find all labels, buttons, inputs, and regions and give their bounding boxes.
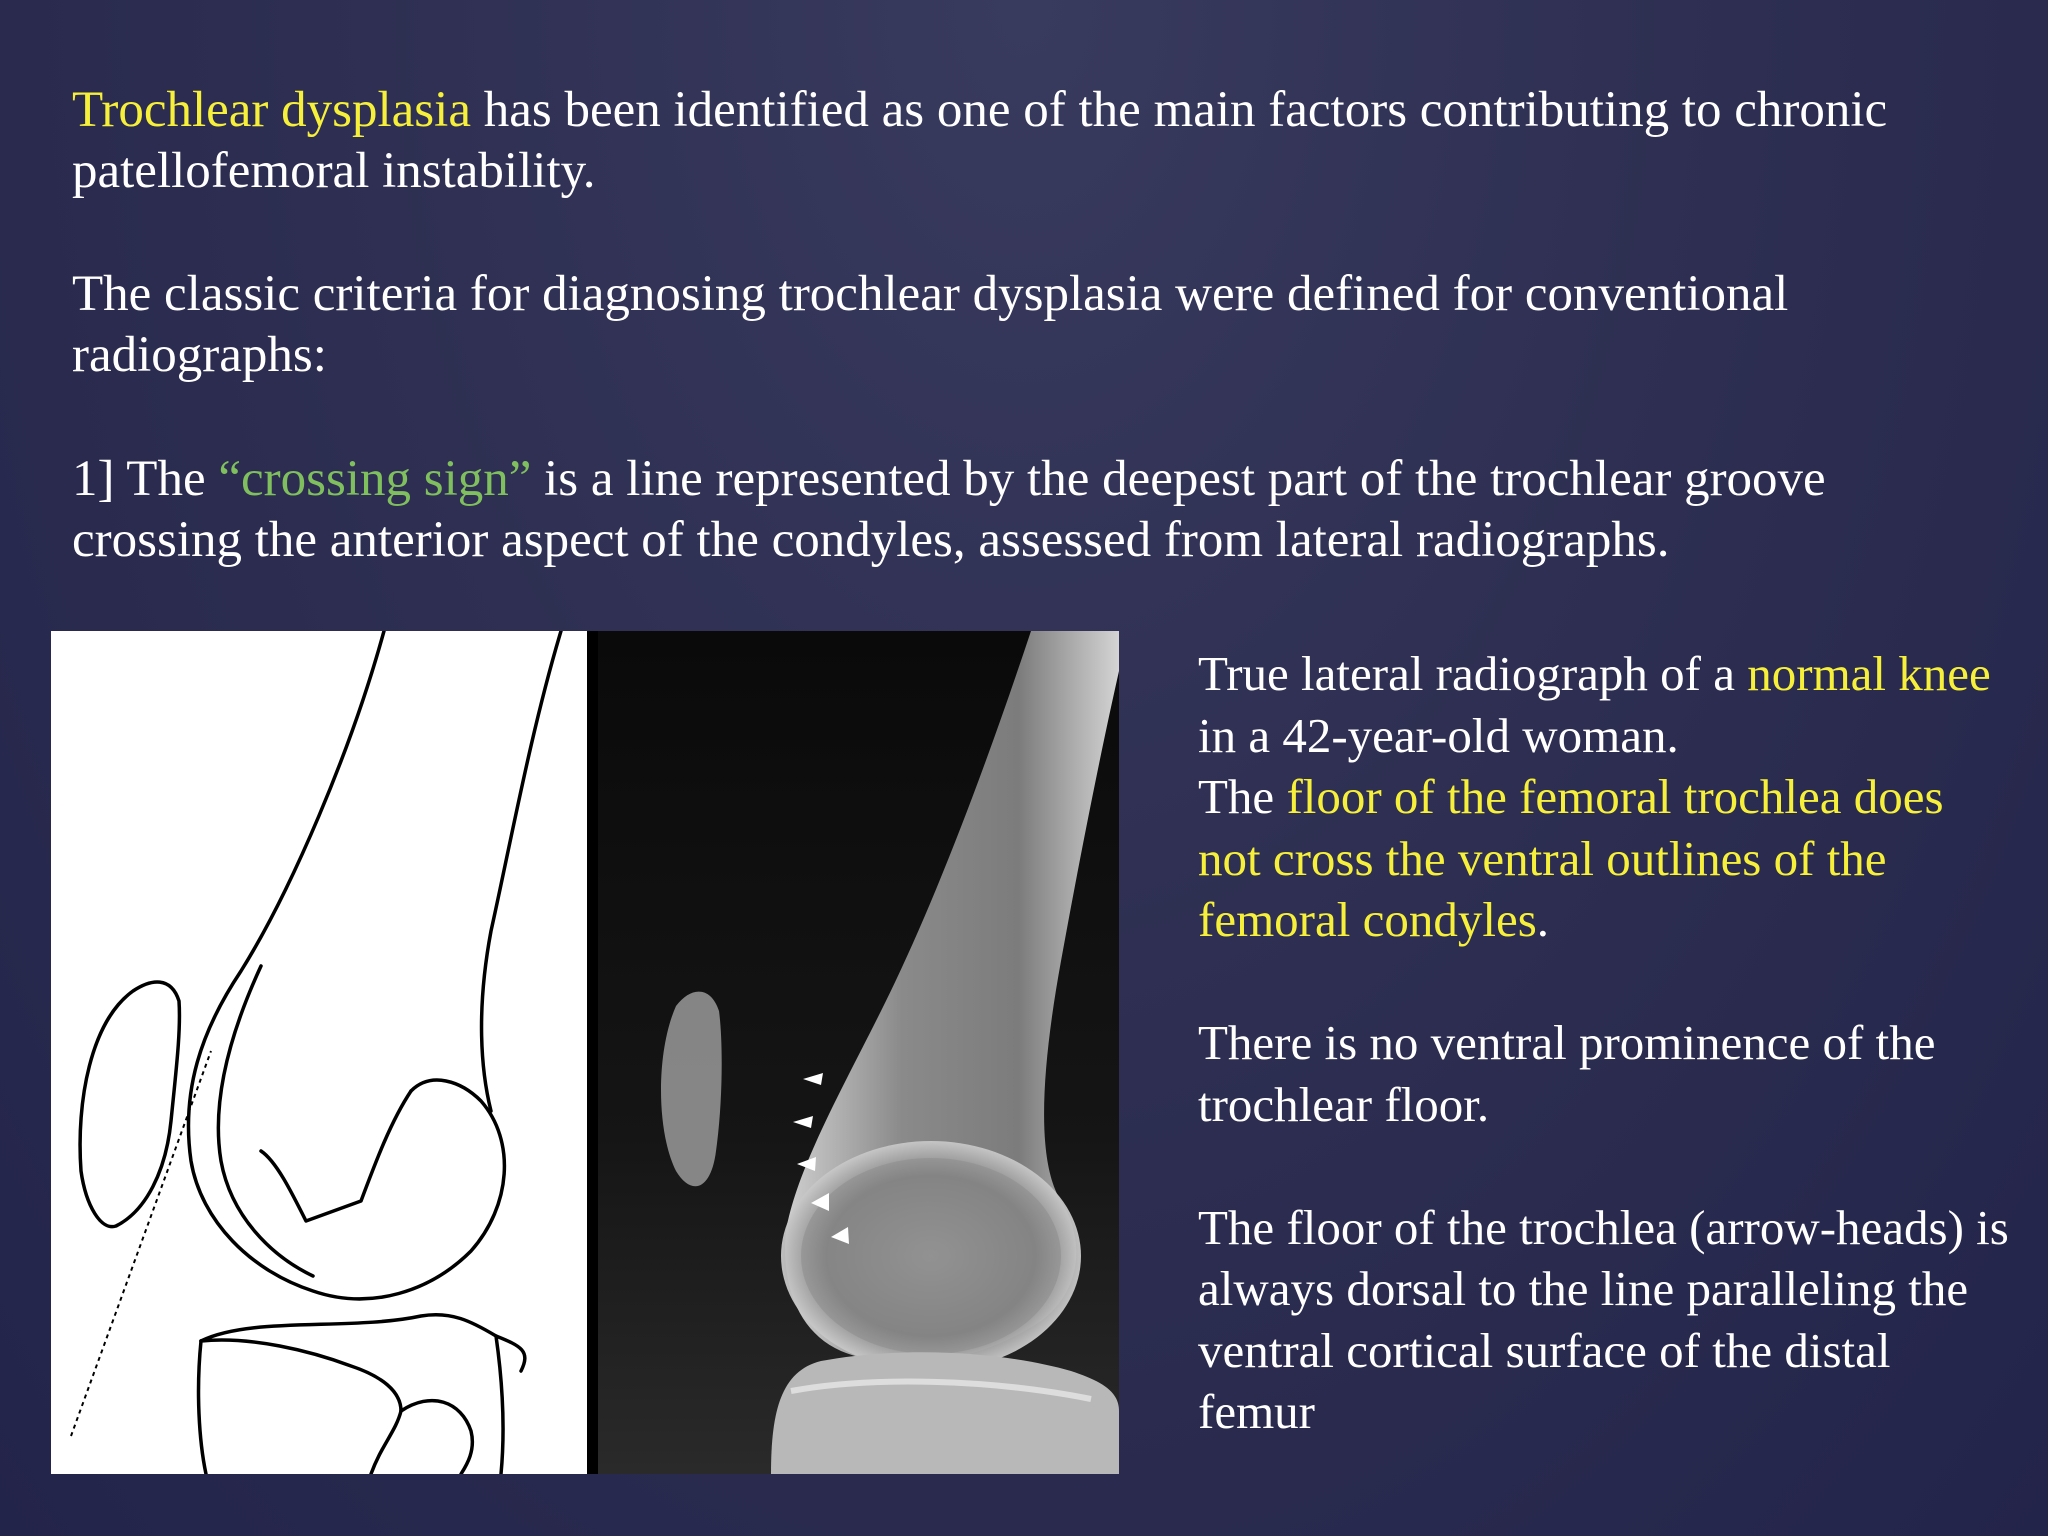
normal-knee-highlight: normal knee (1747, 646, 1991, 701)
caption-line1: True lateral radiograph of a (1198, 646, 1748, 701)
crossing-sign-paragraph (72, 449, 1972, 571)
trochlear-dysplasia-highlight: Trochlear dysplasia (72, 82, 471, 138)
knee-figure (51, 631, 1119, 1474)
knee-radiograph (598, 631, 1119, 1474)
intro-text: has been identified as one of the main factors contributing to chronic patellofemoral instability. (72, 82, 1888, 199)
caption-line1b: in a 42-year-old woman. (1198, 707, 1679, 763)
intro-paragraph (72, 80, 2012, 202)
trochlea-floor-highlight: floor of the femoral trochlea does not cross the ventral outlines of the femoral condyles (1198, 769, 1944, 947)
caption-line2a: The (1198, 769, 1287, 824)
figure-caption (1198, 643, 2018, 1443)
crossing-sign-text: is a line represented by the deepest part of the trochlear groove crossing the anterior aspect of the condyles, assessed from lateral radiographs. (72, 451, 1826, 568)
crossing-sign-prefix: 1] The (72, 451, 219, 507)
criteria-paragraph: The classic criteria for diagnosing trochlear dysplasia were defined for conventional radiographs: (72, 266, 1789, 383)
knee-line-drawing (51, 631, 587, 1474)
caption-para3: The floor of the trochlea (arrow-heads) is always dorsal to the line paralleling the ventral cortical surface of the distal femur (1198, 1199, 2009, 1439)
caption-line2b: . (1536, 892, 1550, 947)
crossing-sign-highlight: “crossing sign” (218, 451, 532, 507)
caption-para2: There is no ventral prominence of the trochlear floor. (1198, 1015, 1936, 1132)
